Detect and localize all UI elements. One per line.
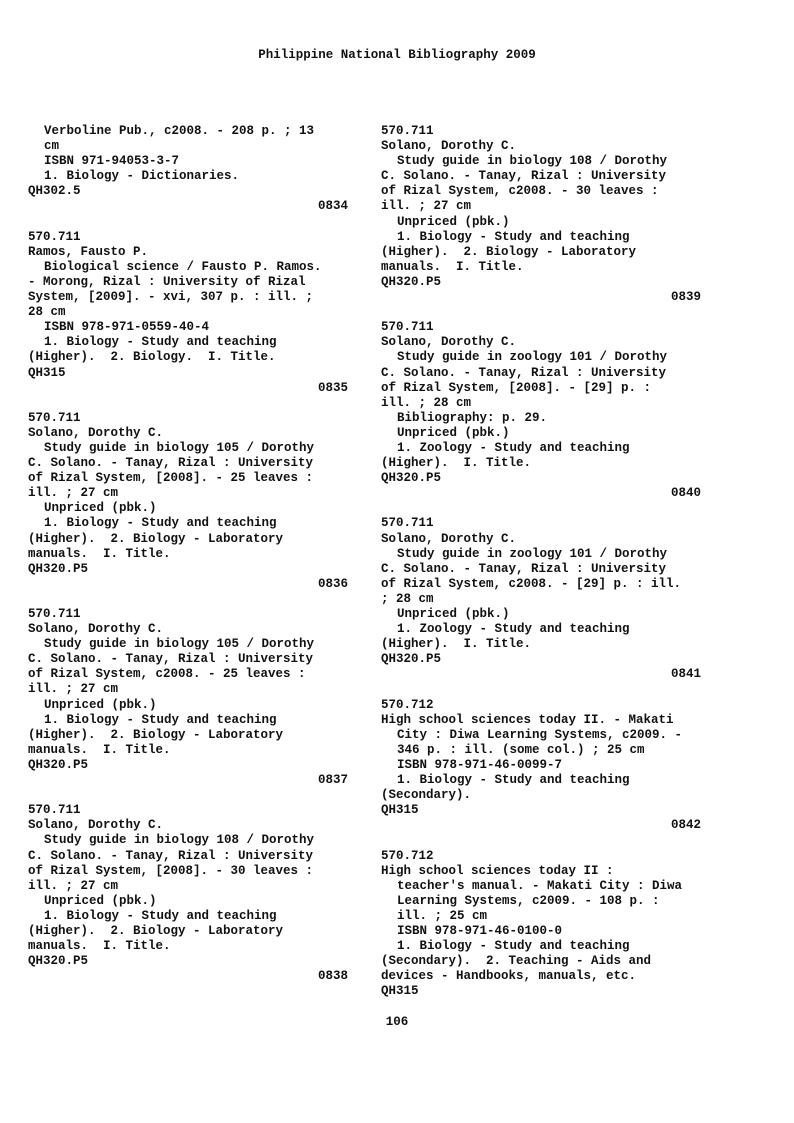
entry-line: QH302.5 bbox=[28, 184, 81, 199]
entry-line: ISBN 978-971-46-0100-0 bbox=[397, 923, 563, 938]
entry-line: ill. ; 27 cm bbox=[28, 682, 119, 697]
bibliography-entry bbox=[381, 320, 701, 501]
entry-line: 1. Biology - Study and teaching bbox=[397, 773, 630, 788]
entry-line: - Morong, Rizal : University of Rizal bbox=[28, 274, 306, 289]
entry-line: ill. ; 25 cm bbox=[397, 908, 488, 923]
entry-line: Solano, Dorothy C. bbox=[381, 531, 517, 546]
page-header: Philippine National Bibliography 2009 bbox=[258, 48, 536, 62]
entry-line: ill. ; 28 cm bbox=[381, 395, 472, 410]
right-column bbox=[381, 124, 701, 999]
entry-number: 0837 bbox=[317, 773, 348, 788]
entry-line: of Rizal System, [2008]. - 30 leaves : bbox=[28, 863, 314, 878]
entry-line: Solano, Dorothy C. bbox=[28, 425, 164, 440]
entry-line: ill. ; 27 cm bbox=[28, 878, 119, 893]
entry-line: 570.711 bbox=[381, 516, 434, 531]
entry-line: Unpriced (pbk.) bbox=[397, 214, 510, 229]
entry-line: Solano, Dorothy C. bbox=[28, 818, 164, 833]
entry-line: (Higher). I. Title. bbox=[381, 456, 532, 471]
entry-line: QH315 bbox=[28, 365, 66, 380]
entry-line: 1. Biology - Dictionaries. bbox=[44, 169, 240, 184]
entry-line: C. Solano. - Tanay, Rizal : University bbox=[28, 848, 314, 863]
entry-number: 0841 bbox=[670, 667, 701, 682]
entry-line: (Higher). 2. Biology - Laboratory bbox=[381, 244, 637, 259]
entry-spacer bbox=[28, 592, 348, 607]
entry-number: 0838 bbox=[317, 969, 348, 984]
bibliography-entry bbox=[28, 230, 348, 396]
entry-line: 570.711 bbox=[28, 803, 81, 818]
page-number: 106 bbox=[385, 1015, 409, 1029]
entry-line: Verboline Pub., c2008. - 208 p. ; 13 bbox=[44, 124, 315, 138]
entry-line: Study guide in biology 108 / Dorothy bbox=[44, 833, 315, 848]
entry-line: Unpriced (pbk.) bbox=[44, 893, 157, 908]
entry-line: Unpriced (pbk.) bbox=[44, 697, 157, 712]
entry-line: QH320.P5 bbox=[381, 471, 442, 486]
entry-line: (Higher). 2. Biology - Laboratory bbox=[28, 531, 284, 546]
entry-line: 1. Biology - Study and teaching bbox=[44, 516, 277, 531]
entry-line: manuals. I. Title. bbox=[28, 742, 171, 757]
entry-line: Study guide in zoology 101 / Dorothy bbox=[397, 350, 668, 365]
entry-line: 1. Biology - Study and teaching bbox=[44, 335, 277, 350]
entry-line: Study guide in biology 105 / Dorothy bbox=[44, 637, 315, 652]
entry-spacer bbox=[28, 788, 348, 803]
entry-line: of Rizal System, c2008. - [29] p. : ill. bbox=[381, 576, 682, 591]
entry-spacer bbox=[381, 305, 701, 320]
entry-line: ill. ; 27 cm bbox=[28, 486, 119, 501]
entry-line: C. Solano. - Tanay, Rizal : University bbox=[28, 652, 314, 667]
entry-number: 0836 bbox=[317, 576, 348, 591]
entry-line: Solano, Dorothy C. bbox=[381, 335, 517, 350]
entry-line: QH315 bbox=[381, 803, 419, 818]
entry-line: ISBN 978-971-0559-40-4 bbox=[44, 320, 210, 335]
entry-line: 1. Biology - Study and teaching bbox=[44, 712, 277, 727]
entry-line: 346 p. : ill. (some col.) ; 25 cm bbox=[397, 742, 645, 757]
entry-line: of Rizal System, c2008. - 30 leaves : bbox=[381, 184, 659, 199]
entry-spacer bbox=[381, 833, 701, 848]
entry-line: 570.711 bbox=[28, 410, 81, 425]
entry-line: (Higher). 2. Biology. I. Title. bbox=[28, 350, 276, 365]
entry-line: 1. Biology - Study and teaching bbox=[44, 908, 277, 923]
entry-line: 28 cm bbox=[28, 305, 66, 320]
entry-line: 570.712 bbox=[381, 848, 434, 863]
bibliography-entry bbox=[381, 516, 701, 682]
bibliography-entry bbox=[28, 607, 348, 788]
entry-line: Solano, Dorothy C. bbox=[28, 622, 164, 637]
entry-line: 570.711 bbox=[28, 607, 81, 621]
entry-line: manuals. I. Title. bbox=[28, 546, 171, 561]
entry-line: Bibliography: p. 29. bbox=[397, 410, 548, 425]
entry-spacer bbox=[381, 501, 701, 516]
entry-line: 570.712 bbox=[381, 697, 434, 712]
entry-line: C. Solano. - Tanay, Rizal : University bbox=[381, 169, 667, 184]
entry-line: manuals. I. Title. bbox=[28, 939, 171, 954]
entry-line: (Secondary). bbox=[381, 788, 472, 803]
entry-line: QH320.P5 bbox=[381, 274, 442, 289]
entry-line: C. Solano. - Tanay, Rizal : University bbox=[381, 561, 667, 576]
entry-line: of Rizal System, [2008]. - 25 leaves : bbox=[28, 471, 314, 486]
entry-line: C. Solano. - Tanay, Rizal : University bbox=[381, 365, 667, 380]
entry-line: Study guide in biology 105 / Dorothy bbox=[44, 440, 315, 455]
entry-line: (Higher). I. Title. bbox=[381, 637, 532, 652]
entry-line: 1. Zoology - Study and teaching bbox=[397, 622, 630, 637]
entry-line: System, [2009]. - xvi, 307 p. : ill. ; bbox=[28, 290, 314, 305]
entry-line: of Rizal System, c2008. - 25 leaves : bbox=[28, 667, 306, 682]
entry-line: 1. Biology - Study and teaching bbox=[397, 229, 630, 244]
entry-line: Study guide in biology 108 / Dorothy bbox=[397, 154, 668, 169]
entry-line: High school sciences today II : bbox=[381, 863, 614, 878]
entry-number: 0839 bbox=[670, 290, 701, 305]
entry-line: ISBN 978-971-46-0099-7 bbox=[397, 757, 563, 772]
entry-line: 1. Biology - Study and teaching bbox=[397, 939, 630, 954]
bibliography-entry bbox=[28, 411, 348, 592]
entry-line: QH320.P5 bbox=[381, 652, 442, 667]
entry-line: of Rizal System, [2008]. - [29] p. : bbox=[381, 380, 652, 395]
entry-line: Study guide in zoology 101 / Dorothy bbox=[397, 546, 668, 561]
entry-line: ; 28 cm bbox=[381, 591, 434, 606]
entry-line: 570.711 bbox=[381, 320, 434, 335]
entry-number: 0840 bbox=[670, 486, 701, 501]
entry-number: 0834 bbox=[317, 199, 348, 214]
entry-line: Ramos, Fausto P. bbox=[28, 244, 149, 259]
entry-line: QH320.P5 bbox=[28, 561, 89, 576]
entry-line: QH315 bbox=[381, 984, 419, 999]
entry-line: QH320.P5 bbox=[28, 757, 89, 772]
entry-spacer bbox=[28, 215, 348, 230]
entry-line: Learning Systems, c2009. - 108 p. : bbox=[397, 893, 660, 908]
entry-spacer bbox=[28, 396, 348, 411]
entry-line: High school sciences today II. - Makati bbox=[381, 712, 674, 727]
entry-spacer bbox=[381, 682, 701, 697]
entry-line: Solano, Dorothy C. bbox=[381, 139, 517, 154]
entry-line: devices - Handbooks, manuals, etc. bbox=[381, 969, 637, 984]
entry-line: 570.711 bbox=[28, 229, 81, 244]
continued-entry bbox=[28, 124, 348, 215]
entry-line: teacher's manual. - Makati City : Diwa bbox=[397, 878, 683, 893]
bibliography-entry bbox=[381, 124, 701, 305]
entry-line: Unpriced (pbk.) bbox=[397, 425, 510, 440]
entry-line: 1. Zoology - Study and teaching bbox=[397, 440, 630, 455]
entry-line: manuals. I. Title. bbox=[381, 259, 524, 274]
entry-line: ISBN 971-94053-3-7 bbox=[44, 154, 180, 169]
entry-line: C. Solano. - Tanay, Rizal : University bbox=[28, 456, 314, 471]
entry-line: 570.711 bbox=[381, 124, 434, 138]
bibliography-entry bbox=[381, 698, 701, 834]
entry-line: Unpriced (pbk.) bbox=[397, 607, 510, 621]
entry-line: Unpriced (pbk.) bbox=[44, 501, 157, 516]
entry-line: cm bbox=[44, 139, 60, 154]
entry-line: (Higher). 2. Biology - Laboratory bbox=[28, 923, 284, 938]
entry-number: 0835 bbox=[317, 380, 348, 395]
entry-line: QH320.P5 bbox=[28, 954, 89, 969]
entry-line: (Secondary). 2. Teaching - Aids and bbox=[381, 954, 652, 969]
left-column bbox=[28, 124, 348, 984]
entry-line: (Higher). 2. Biology - Laboratory bbox=[28, 727, 284, 742]
entry-line: ill. ; 27 cm bbox=[381, 199, 472, 214]
bibliography-entry bbox=[381, 849, 701, 1000]
entry-number: 0842 bbox=[670, 818, 701, 833]
bibliography-entry bbox=[28, 803, 348, 984]
entry-line: Biological science / Fausto P. Ramos. bbox=[44, 259, 322, 274]
entry-line: City : Diwa Learning Systems, c2009. - bbox=[397, 727, 683, 742]
